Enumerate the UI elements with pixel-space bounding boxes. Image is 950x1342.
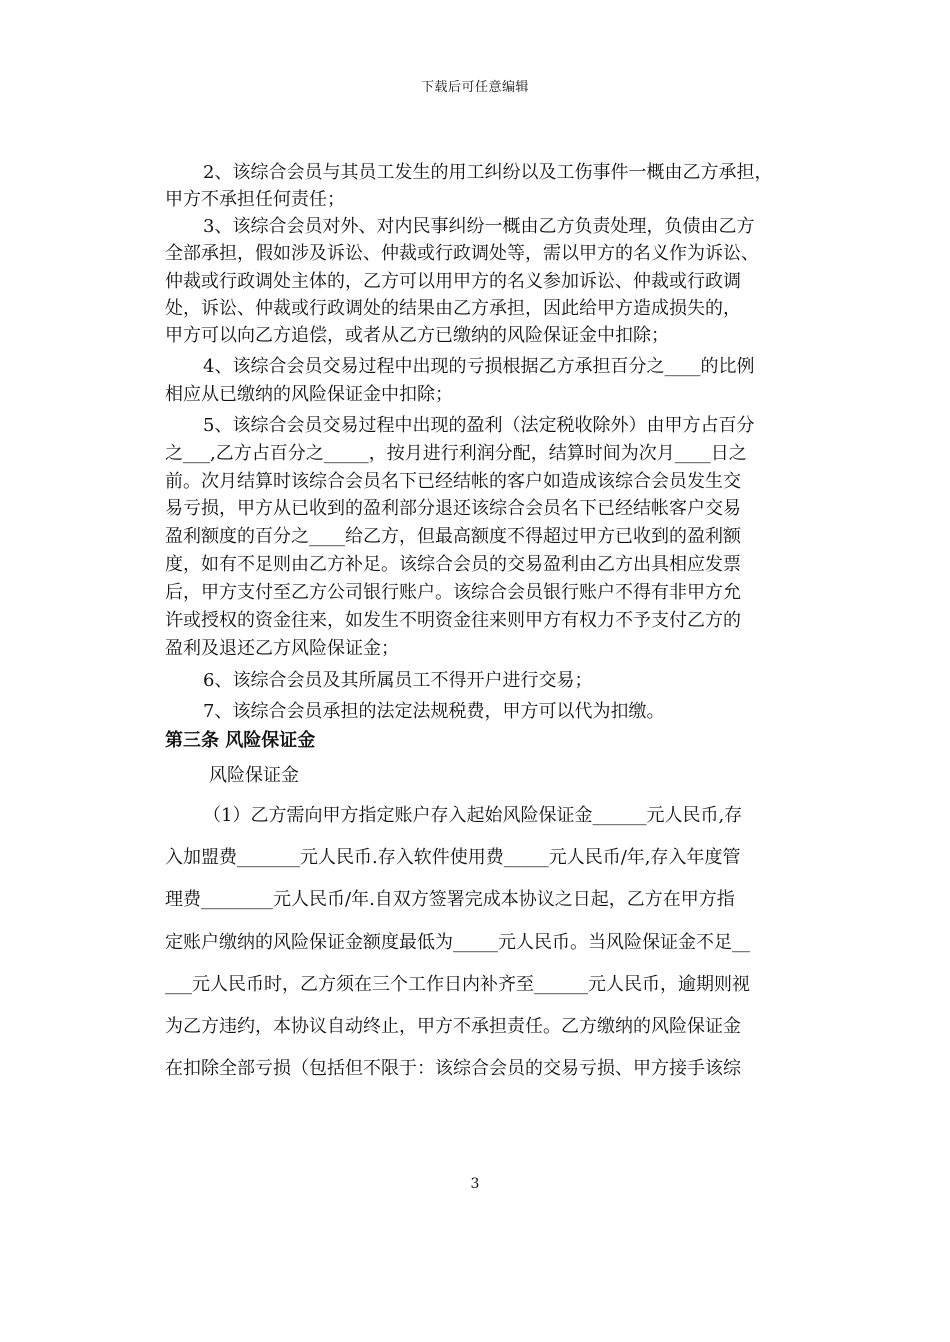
body-line: 全部承担，假如涉及诉讼、仲裁或行政调处等，需以甲方的名义作为诉讼、 [165,243,759,264]
body-line: 相应从已缴纳的风险保证金中扣除； [165,384,453,405]
body-line: 在扣除全部亏损（包括但不限于：该综合会员的交易亏损、甲方接手该综 [165,1058,741,1079]
body-line: 度，如有不足则由乙方补足。该综合会员的交易盈利由乙方出具相应发票 [165,554,741,575]
body-line: 许或授权的资金往来，如发生不明资金往来则甲方有权力不予支付乙方的 [165,610,741,631]
subheading: 风险保证金 [209,765,299,786]
body-line: 前。次月结算时该综合会员名下已经结帐的客户如造成该综合会员发生交 [165,471,741,492]
body-line: 甲方可以向乙方追偿，或者从乙方已缴纳的风险保证金中扣除； [165,325,669,346]
body-line: （1）乙方需向甲方指定账户存入起始风险保证金______元人民币,存 [203,805,743,826]
body-line: ___元人民币时，乙方须在三个工作日内补齐至______元人民币，逾期则视 [165,974,750,995]
body-line: 7、该综合会员承担的法定法规税费，甲方可以代为扣缴。 [203,701,665,722]
body-line: 盈利及退还乙方风险保证金； [165,638,399,659]
body-line: 理费________元人民币/年.自双方签署完成本协议之日起，乙方在甲方指 [165,889,735,910]
body-line: 盈利额度的百分之____给乙方，但最高额度不得超过甲方已收到的盈利额 [165,526,741,547]
body-line: 仲裁或行政调处主体的，乙方可以用甲方的名义参加诉讼、仲裁或行政调 [165,271,741,292]
body-line: 2、该综合会员与其员工发生的用工纠纷以及工伤事件一概由乙方承担， [203,162,773,183]
body-line: 3、该综合会员对外、对内民事纠纷一概由乙方负责处理，负债由乙方 [203,216,755,237]
page-header: 下载后可任意编辑 [420,80,529,95]
body-line: 入加盟费_______元人民币.存入软件使用费_____元人民币/年,存入年度管 [165,847,741,868]
body-line: 易亏损，甲方从已收到的盈利部分退还该综合会员名下已经结帐客户交易 [165,498,741,519]
body-line: 5、该综合会员交易过程中出现的盈利（法定税收除外）由甲方占百分 [203,415,755,436]
body-line: 6、该综合会员及其所属员工不得开户进行交易； [203,670,593,691]
body-line: 处，诉讼、仲裁或行政调处的结果由乙方承担，因此给甲方造成损失的， [165,298,741,319]
body-line: 甲方不承担任何责任； [165,189,345,210]
body-line: 定账户缴纳的风险保证金额度最低为_____元人民币。当风险保证金不足__ [165,932,750,953]
page-number: 3 [470,1176,480,1192]
section-heading: 第三条 风险保证金 [165,730,316,751]
body-line: 之___,乙方占百分之_____，按月进行利润分配，结算时间为次月____日之 [165,443,747,464]
body-line: 4、该综合会员交易过程中出现的亏损根据乙方承担百分之____的比例 [203,356,755,377]
body-line: 后，甲方支付至乙方公司银行账户。该综合会员银行账户不得有非甲方允 [165,582,741,603]
body-line: 为乙方违约，本协议自动终止，甲方不承担责任。乙方缴纳的风险保证金 [165,1016,741,1037]
